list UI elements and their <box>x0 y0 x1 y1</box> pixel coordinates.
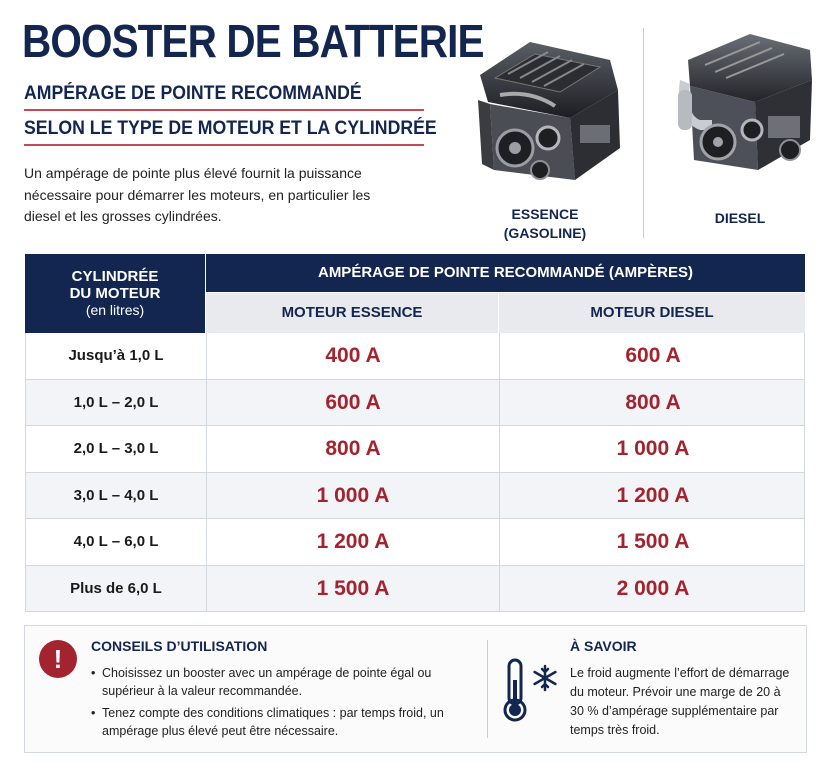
table-row <box>26 566 804 613</box>
diesel-amperage-cell: 1 200 A <box>616 483 690 507</box>
gasoline-amperage-cell: 1 200 A <box>207 519 500 565</box>
gasoline-amperage-cell: 400 A <box>207 333 500 379</box>
header-diesel-engine: MOTEUR DIESEL <box>499 293 805 333</box>
list-item: • Tenez compte des conditions climatiques : par temps froid, un ampérage plus élevé peut être nécessaire. <box>91 704 471 740</box>
displacement-cell: 4,0 L – 6,0 L <box>26 519 207 565</box>
subtitle-underline <box>24 109 424 111</box>
amperage-table <box>25 254 805 612</box>
gasoline-amperage-cell: 600 A <box>207 380 500 426</box>
header-displacement-line1: CYLINDRÉE <box>71 268 159 285</box>
exclamation-icon: ! <box>39 640 77 678</box>
gasoline-engine-image <box>460 20 630 200</box>
diesel-amperage-cell: 600 A <box>625 344 681 367</box>
thermometer-snowflake-icon <box>503 656 563 726</box>
good-to-know-text: Le froid augmente l’effort de démarrage du moteur. Prévoir une marge de 20 à 30 % d’ampérage supplémentaire par temps très froid. <box>570 666 790 737</box>
intro-paragraph: Un ampérage de pointe plus élevé fournit la puissance nécessaire pour démarrer les moteurs, en particulier les diesel et les grosses cylindrées. <box>24 165 371 224</box>
gasoline-engine-label <box>470 205 620 243</box>
displacement-cell: 3,0 L – 4,0 L <box>26 473 207 519</box>
table-header <box>25 254 805 333</box>
displacement-cell: Plus de 6,0 L <box>26 566 207 612</box>
header-gasoline-engine: MOTEUR ESSENCE <box>206 293 498 333</box>
diesel-amperage-cell: 2 000 A <box>616 576 690 600</box>
gasoline-amperage-cell: 1 500 A <box>207 566 500 612</box>
gasoline-label-subline: (GASOLINE) <box>503 225 587 241</box>
header-displacement-line2: DU MOTEUR <box>69 285 161 302</box>
table-row <box>26 333 804 380</box>
tips-title: CONSEILS D’UTILISATION <box>91 638 268 654</box>
diesel-engine-label: DIESEL <box>714 210 766 226</box>
list-item: • Choisissez un booster avec un ampérage de pointe égal ou supérieur à la valeur recommandée. <box>91 664 471 700</box>
gasoline-label-line: ESSENCE <box>511 206 579 222</box>
tips-list <box>91 664 471 744</box>
subtitle-engine-type: SELON LE TYPE DE MOTEUR ET LA CYLINDRÉE <box>24 118 437 139</box>
table-body <box>25 333 805 612</box>
table-row <box>26 473 804 520</box>
displacement-cell: 2,0 L – 3,0 L <box>26 426 207 472</box>
header-displacement-unit: (en litres) <box>85 302 145 318</box>
displacement-cell: Jusqu’à 1,0 L <box>26 333 207 379</box>
table-row <box>26 380 804 427</box>
header-peak-amperage: AMPÉRAGE DE POINTE RECOMMANDÉ (AMPÈRES) <box>206 254 805 292</box>
diesel-amperage-cell: 1 500 A <box>616 530 690 553</box>
diesel-engine-image <box>660 20 830 200</box>
header-displacement <box>25 254 205 333</box>
diesel-amperage-cell: 800 A <box>625 390 681 414</box>
table-row <box>26 426 804 473</box>
subtitle-underline <box>24 144 424 146</box>
gasoline-amperage-cell: 800 A <box>207 426 500 472</box>
tips-divider <box>487 640 488 738</box>
engine-divider <box>643 28 644 238</box>
good-to-know-title: À SAVOIR <box>570 638 637 654</box>
gasoline-amperage-cell: 1 000 A <box>207 473 500 519</box>
page-title: BOOSTER DE BATTERIE <box>22 15 484 67</box>
subtitle-peak-amperage: AMPÉRAGE DE POINTE RECOMMANDÉ <box>24 83 362 104</box>
diesel-amperage-cell: 1 000 A <box>616 437 690 460</box>
tips-panel <box>24 625 807 753</box>
table-row <box>26 519 804 566</box>
displacement-cell: 1,0 L – 2,0 L <box>26 380 207 426</box>
